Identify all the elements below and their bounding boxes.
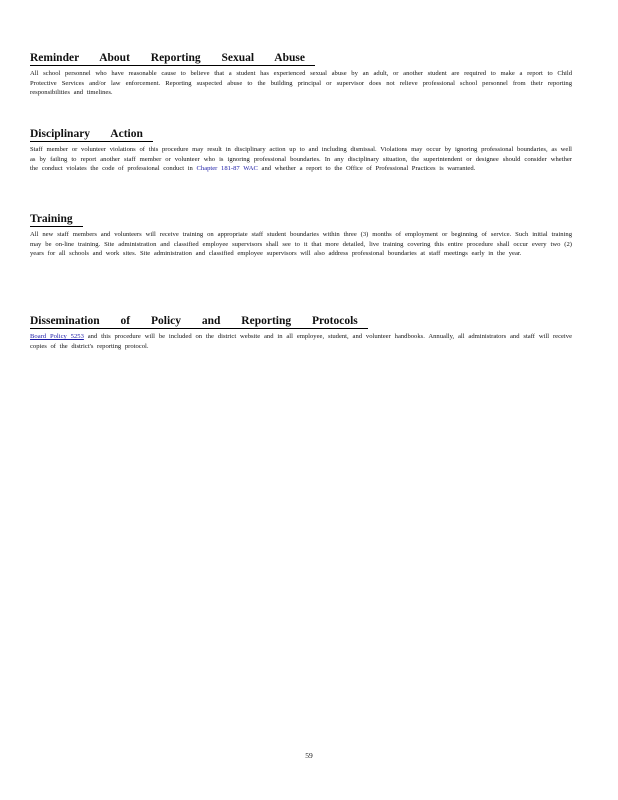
section-disciplinary-action	[30, 124, 572, 180]
body-text: and whether a report to the Office of Professional Practices is warranted.	[257, 165, 476, 173]
page-number: 59	[305, 751, 313, 760]
section-heading: Dissemination of Policy and Reporting Protocols	[30, 314, 368, 329]
section-body: All school personnel who have reasonable cause to believe that a student has experienced sexual abuse by an adult, or another student are required to make a report to Child Protective Services and/or law enforcement. Reporting suspected abuse to the building principal or supervisor does not relieve professional school personnel from their reporting responsibilities and timelines.	[30, 70, 572, 97]
section-heading: Training	[30, 212, 83, 227]
wac-chapter-link[interactable]: Chapter 181-87 WAC	[196, 165, 258, 173]
section-heading: Reminder About Reporting Sexual Abuse	[30, 51, 315, 66]
body-text: and this procedure will be included on the district website and in all employee, student, and volunteer handbooks. Annually, all administrators and staff will receive copies of the district's reporting protocol.	[30, 333, 572, 350]
section-body: All new staff members and volunteers will receive training on appropriate staff student boundaries within three (3) months of employment or beginning of service. Such initial training may be on-line training. Site administration and classified employee supervisors shall see to it that more detailed, live training covering this entire procedure shall occur every two (2) years for all schools and work sites. Site administration and classified employee supervisors will also address professional boundaries at staff meetings early in the year.	[30, 231, 572, 258]
board-policy-link[interactable]: Board Policy 5253	[30, 333, 84, 340]
section-reporting-abuse	[30, 48, 572, 104]
section-heading: Disciplinary Action	[30, 127, 153, 142]
section-dissemination	[30, 311, 572, 358]
body-text: Staff member or volunteer violations of this procedure may result in disciplinary action up to and including dismissal. Violations may occur by ignoring professional boundaries, as well as by failing to report another staff member or volunteer who is ignoring professional boundaries. In any disciplinary situation, the superintendent or designee should consider whether the conduct violates the code of professional conduct in	[30, 146, 572, 173]
section-body	[30, 332, 572, 351]
section-training	[30, 209, 572, 265]
section-body	[30, 145, 572, 174]
